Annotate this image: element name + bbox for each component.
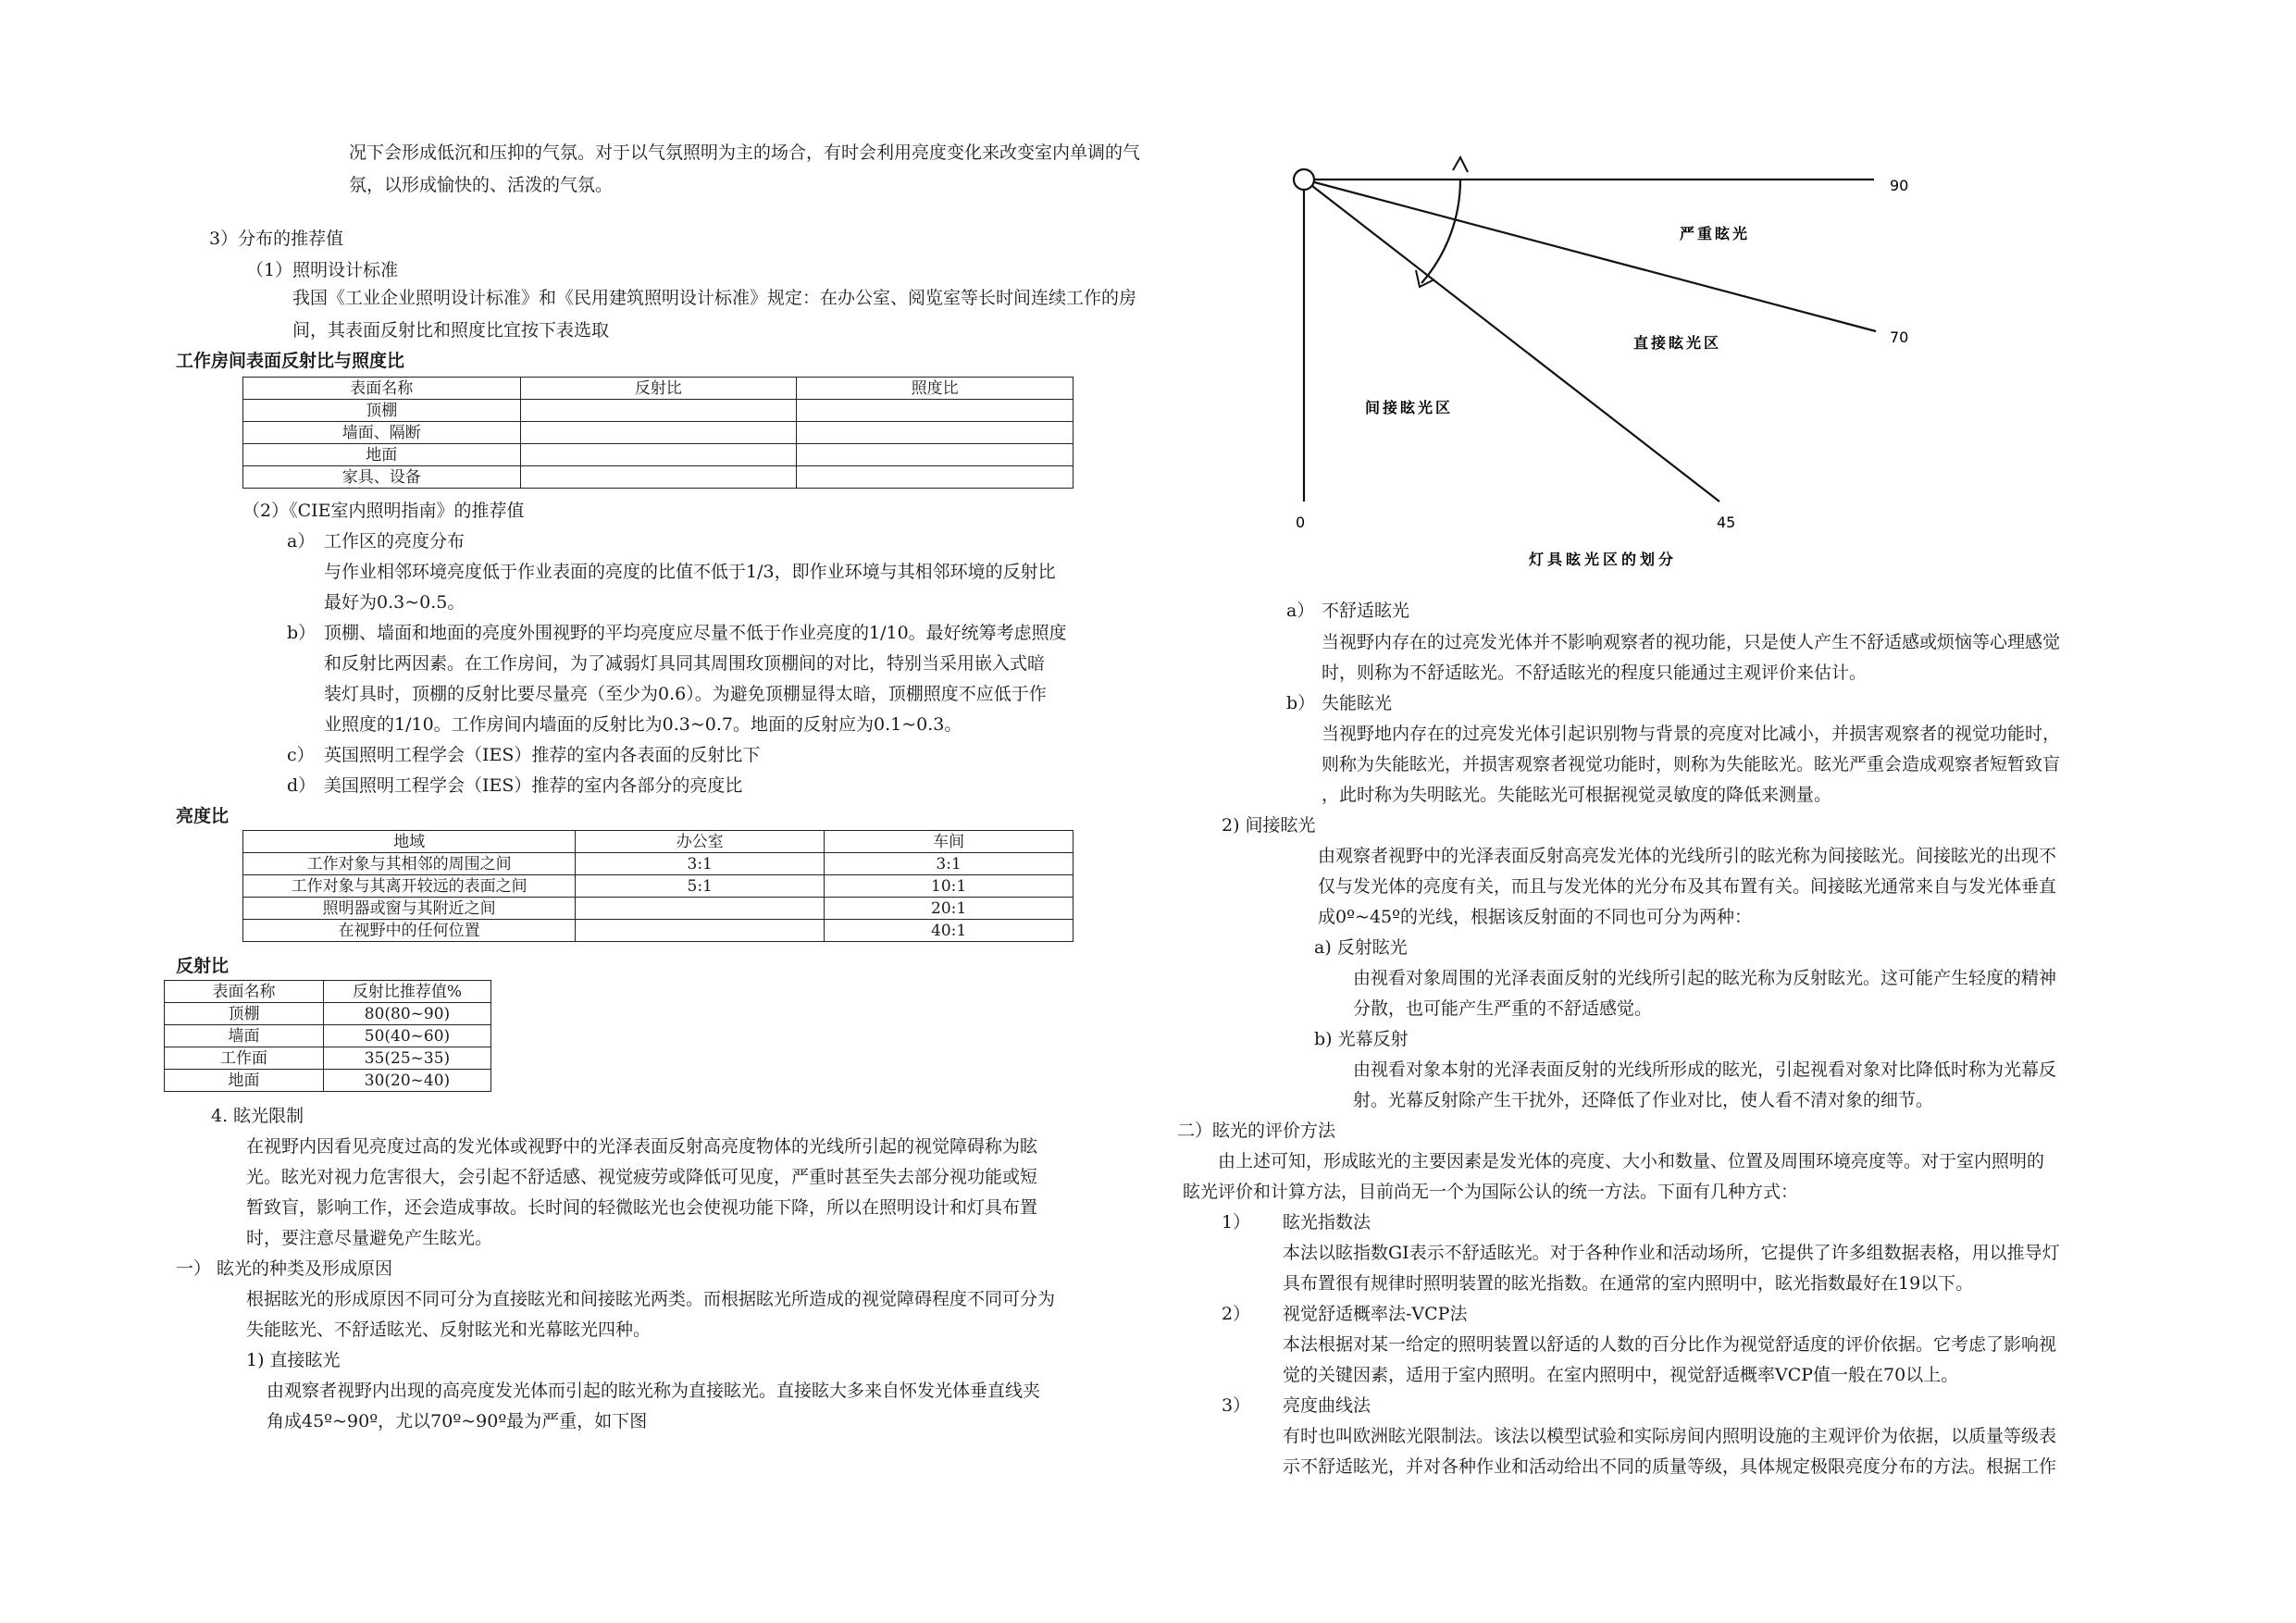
table-row: [243, 920, 1074, 942]
reflectance-illuminance-table: [242, 377, 1074, 489]
glare-evaluation-heading: 二）眩光的评价方法: [1177, 1121, 1336, 1141]
table-cell: [520, 400, 797, 422]
method-1-title: 眩光指数法: [1283, 1212, 1371, 1233]
table-header-cell: 表面名称: [165, 981, 324, 1003]
method-2-title: 视觉舒适概率法-VCP法: [1283, 1304, 1468, 1324]
item-d-text: 美国照明工程学会（IES）推荐的室内各部分的亮度比: [324, 775, 743, 796]
table-header-cell: 反射比: [520, 378, 797, 400]
table-row: [243, 875, 1074, 898]
table-cell: 30(20~40): [323, 1070, 490, 1092]
reflected-glare-heading: a) 反射眩光: [1314, 937, 1408, 958]
table-row: [243, 466, 1074, 489]
method-1-text-1: 本法以眩指数GI表示不舒适眩光。对于各种作业和活动场所，它提供了许多组数据表格，用以推导灯: [1283, 1243, 2060, 1263]
table-cell: 20:1: [825, 898, 1074, 920]
intro-line-2: 氛，以形成愉快的、活泼的气氛。: [349, 175, 614, 195]
table-cell: 地面: [165, 1070, 324, 1092]
indirect-glare-heading: 2) 间接眩光: [1222, 815, 1316, 836]
table-cell: 10:1: [825, 875, 1074, 898]
item-d-label: d）: [287, 775, 316, 796]
disability-glare-label: b）: [1286, 693, 1316, 713]
section-3-2-heading: （2）《CIE室内照明指南》的推荐值: [242, 501, 525, 521]
section-3-1-text-2: 间，其表面反射比和照度比宜按下表选取: [292, 320, 610, 341]
table-header-cell: 办公室: [576, 831, 825, 853]
table-cell: 在视野中的任何位置: [243, 920, 576, 942]
indirect-glare-text-3: 成0º~45º的光线，根据该反射面的不同也可分为两种：: [1318, 907, 1753, 927]
table-row: [243, 400, 1074, 422]
table-row: [243, 422, 1074, 444]
indirect-glare-text-1: 由观察者视野中的光泽表面反射高亮发光体的光线所引的眩光称为间接眩光。间接眩光的出现不: [1318, 846, 2057, 866]
section-4-heading: 4. 眩光限制: [211, 1106, 304, 1126]
table3-title: 反射比: [176, 956, 230, 976]
glare-types-text-2: 失能眩光、不舒适眩光、反射眩光和光幕眩光四种。: [246, 1319, 652, 1340]
table1-title: 工作房间表面反射比与照度比: [176, 351, 405, 371]
method-3-text-1: 有时也叫欧洲眩光限制法。该法以模型试验和实际房间内照明设施的主观评价为依据，以质量等级表: [1283, 1426, 2057, 1446]
table-row: [165, 1047, 491, 1070]
glare-types-text-1: 根据眩光的形成原因不同可分为直接眩光和间接眩光两类。而根据眩光所造成的视觉障碍程度不同可分为: [246, 1289, 1056, 1309]
table-cell: 80(80~90): [323, 1003, 490, 1025]
item-c-text: 英国照明工程学会（IES）推荐的室内各表面的反射比下: [324, 745, 761, 765]
method-1-text-2: 具布置很有规律时照明装置的眩光指数。在通常的室内照明中，眩光指数最好在19以下。: [1283, 1273, 1974, 1294]
direct-glare-text-2: 角成45º~90º，尤以70º~90º最为严重，如下图: [267, 1411, 648, 1431]
method-1-number: 1）: [1222, 1212, 1251, 1233]
section-3-1-heading: （1）照明设计标准: [246, 260, 399, 280]
reflected-glare-text-2: 分散，也可能产生严重的不舒适感觉。: [1353, 998, 1653, 1019]
table-cell: [797, 444, 1074, 466]
method-3-title: 亮度曲线法: [1283, 1395, 1371, 1416]
method-2-number: 2）: [1222, 1304, 1251, 1324]
table-header-row: [165, 981, 491, 1003]
table-row: [165, 1070, 491, 1092]
table-row: [243, 853, 1074, 875]
item-a-text-2: 最好为0.3~0.5。: [324, 592, 465, 613]
luminance-ratio-table: [242, 830, 1074, 942]
item-b-text-3: 装灯具时，顶棚的反射比要尽量亮（至少为0.6）。为避免顶棚显得太暗，顶棚照度不应低于作: [324, 684, 1047, 704]
glare-evaluation-text-1: 由上述可知，形成眩光的主要因素是发光体的亮度、大小和数量、位置及周围环境亮度等。对于室内照明的: [1218, 1151, 2045, 1171]
method-2-text-2: 觉的关键因素，适用于室内照明。在室内照明中，视觉舒适概率VCP值一般在70以上。: [1283, 1365, 1959, 1385]
table-cell: [797, 400, 1074, 422]
table-header-cell: 车间: [825, 831, 1074, 853]
veiling-reflection-text-1: 由视看对象本射的光泽表面反射的光线所形成的眩光，引起视看对象对比降低时称为光幕反: [1353, 1059, 2057, 1080]
label-0: 0: [1296, 514, 1306, 531]
table-header-cell: 反射比推荐值%: [323, 981, 490, 1003]
item-b-text-1: 顶棚、墙面和地面的亮度外围视野的平均亮度应尽量不低于作业亮度的1/10。最好统筹考虑照度: [324, 623, 1067, 643]
table-row: [243, 444, 1074, 466]
table-header-cell: 照度比: [797, 378, 1074, 400]
method-2-text-1: 本法根据对某一给定的照明装置以舒适的人数的百分比作为视觉舒适度的评价依据。它考虑了影响视: [1283, 1334, 2057, 1355]
table-cell: [797, 466, 1074, 489]
discomfort-glare-title: 不舒适眩光: [1322, 601, 1410, 621]
zone-direct-label: 直接眩光区: [1633, 334, 1722, 352]
table-cell: 家具、设备: [243, 466, 521, 489]
indirect-glare-text-2: 仅与发光体的亮度有关，而且与发光体的光分布及其布置有关。间接眩光通常来自与发光体垂直: [1318, 876, 2057, 897]
zone-indirect-label: 间接眩光区: [1365, 399, 1454, 416]
disability-glare-text-3: ，此时称为失明眩光。失能眩光可根据视觉灵敏度的降低来测量。: [1322, 785, 1832, 805]
table-row: [243, 898, 1074, 920]
table-cell: 工作对象与其离开较远的表面之间: [243, 875, 576, 898]
table-cell: 40:1: [825, 920, 1074, 942]
glare-types-heading: 一） 眩光的种类及形成原因: [176, 1258, 393, 1279]
table-cell: 顶棚: [165, 1003, 324, 1025]
method-3-number: 3）: [1222, 1395, 1251, 1416]
diagram-title: 灯具眩光区的划分: [1529, 551, 1678, 568]
veiling-reflection-text-2: 射。光幕反射除产生干扰外，还降低了作业对比，使人看不清对象的细节。: [1353, 1090, 1934, 1110]
item-a-label: a）: [287, 531, 316, 551]
table-cell: [520, 422, 797, 444]
luminaire-point: [1294, 169, 1314, 190]
table-row: [165, 1003, 491, 1025]
reflectance-recommended-table: [164, 980, 491, 1092]
table-header-row: [243, 378, 1074, 400]
table-cell: 5:1: [576, 875, 825, 898]
table-cell: 地面: [243, 444, 521, 466]
disability-glare-title: 失能眩光: [1322, 693, 1393, 713]
discomfort-glare-text-2: 时，则称为不舒适眩光。不舒适眩光的程度只能通过主观评价来估计。: [1322, 663, 1868, 683]
label-70: 70: [1890, 328, 1909, 346]
table-cell: 工作面: [165, 1047, 324, 1070]
table-cell: 工作对象与其相邻的周围之间: [243, 853, 576, 875]
table-cell: 顶棚: [243, 400, 521, 422]
item-b-text-4: 业照度的1/10。工作房间内墙面的反射比为0.3~0.7。地面的反射应为0.1~0.3。: [324, 714, 962, 735]
table-row: [165, 1025, 491, 1047]
direct-glare-heading: 1) 直接眩光: [246, 1350, 341, 1370]
table-cell: 3:1: [825, 853, 1074, 875]
label-90: 90: [1890, 177, 1909, 194]
table-header-cell: 地域: [243, 831, 576, 853]
intro-line-1: 况下会形成低沉和压抑的气氛。对于以气氛照明为主的场合，有时会利用亮度变化来改变室内单调的气: [349, 142, 1141, 163]
direct-glare-text-1: 由观察者视野内出现的高亮度发光体而引起的眩光称为直接眩光。直接眩大多来自怀发光体垂直线夹: [267, 1381, 1041, 1401]
veiling-reflection-heading: b) 光幕反射: [1314, 1029, 1409, 1049]
table-header-row: [243, 831, 1074, 853]
table-cell: [576, 920, 825, 942]
section-4-text-1: 在视野内因看见亮度过高的发光体或视野中的光泽表面反射高亮度物体的光线所引起的视觉障碍称为眩: [246, 1136, 1038, 1157]
disability-glare-text-1: 当视野地内存在的过亮发光体引起识别物与背景的亮度对比减小，并损害观察者的视觉功能时，: [1322, 724, 2061, 744]
table-cell: 3:1: [576, 853, 825, 875]
table-header-cell: 表面名称: [243, 378, 521, 400]
table-cell: [797, 422, 1074, 444]
disability-glare-text-2: 则称为失能眩光，并损害观察者视觉功能时，则称为失能眩光。眩光严重会造成观察者短暂致盲: [1322, 754, 2061, 774]
method-3-text-2: 示不舒适眩光，并对各种作业和活动给出不同的质量等级，具体规定极限亮度分布的方法。根据工作: [1283, 1456, 2057, 1477]
section-3-heading: 3）分布的推荐值: [209, 229, 344, 249]
glare-zone-diagram: [1259, 157, 1909, 592]
section-4-text-3: 暂致盲，影响工作，还会造成事故。长时间的轻微眩光也会使视功能下降，所以在照明设计和灯具布置: [246, 1197, 1038, 1218]
discomfort-glare-text-1: 当视野内存在的过亮发光体并不影响观察者的视功能，只是使人产生不舒适感或烦恼等心理感觉: [1322, 632, 2061, 652]
discomfort-glare-label: a）: [1286, 601, 1315, 621]
angle-arc: [1421, 180, 1460, 283]
item-b-label: b）: [287, 623, 316, 643]
item-a-title: 工作区的亮度分布: [324, 531, 465, 551]
table-cell: 墙面: [165, 1025, 324, 1047]
zone-severe-label: 严重眩光: [1680, 225, 1751, 242]
arrow-head-top: [1453, 157, 1468, 172]
table-cell: 35(25~35): [323, 1047, 490, 1070]
reflected-glare-text-1: 由视看对象周围的光泽表面反射的光线所引起的眩光称为反射眩光。这可能产生轻度的精神: [1353, 968, 2057, 988]
item-a-text-1: 与作业相邻环境亮度低于作业表面的亮度的比值不低于1/3，即作业环境与其相邻环境的反射比: [324, 562, 1056, 582]
table-cell: [576, 898, 825, 920]
glare-evaluation-text-2: 眩光评价和计算方法，目前尚无一个为国际公认的统一方法。下面有几种方式：: [1183, 1182, 1799, 1202]
item-b-text-2: 和反射比两因素。在工作房间，为了减弱灯具同其周围玫顶棚间的对比，特别当采用嵌入式暗: [324, 653, 1046, 674]
section-4-text-2: 光。眩光对视力危害很大，会引起不舒适感、视觉疲劳或降低可见度，严重时甚至失去部分视功能或短: [246, 1167, 1038, 1187]
table-cell: 50(40~60): [323, 1025, 490, 1047]
table-cell: [520, 444, 797, 466]
line-70: [1304, 180, 1876, 331]
table2-title: 亮度比: [176, 806, 230, 826]
section-3-1-text-1: 我国《工业企业照明设计标准》和《民用建筑照明设计标准》规定：在办公室、阅览室等长时间连续工作的房: [292, 288, 1137, 308]
table-cell: [520, 466, 797, 489]
table-cell: 照明器或窗与其附近之间: [243, 898, 576, 920]
item-c-label: c）: [287, 745, 315, 765]
table-cell: 墙面、隔断: [243, 422, 521, 444]
label-45: 45: [1717, 514, 1736, 531]
section-4-text-4: 时，要注意尽量避免产生眩光。: [246, 1228, 493, 1248]
